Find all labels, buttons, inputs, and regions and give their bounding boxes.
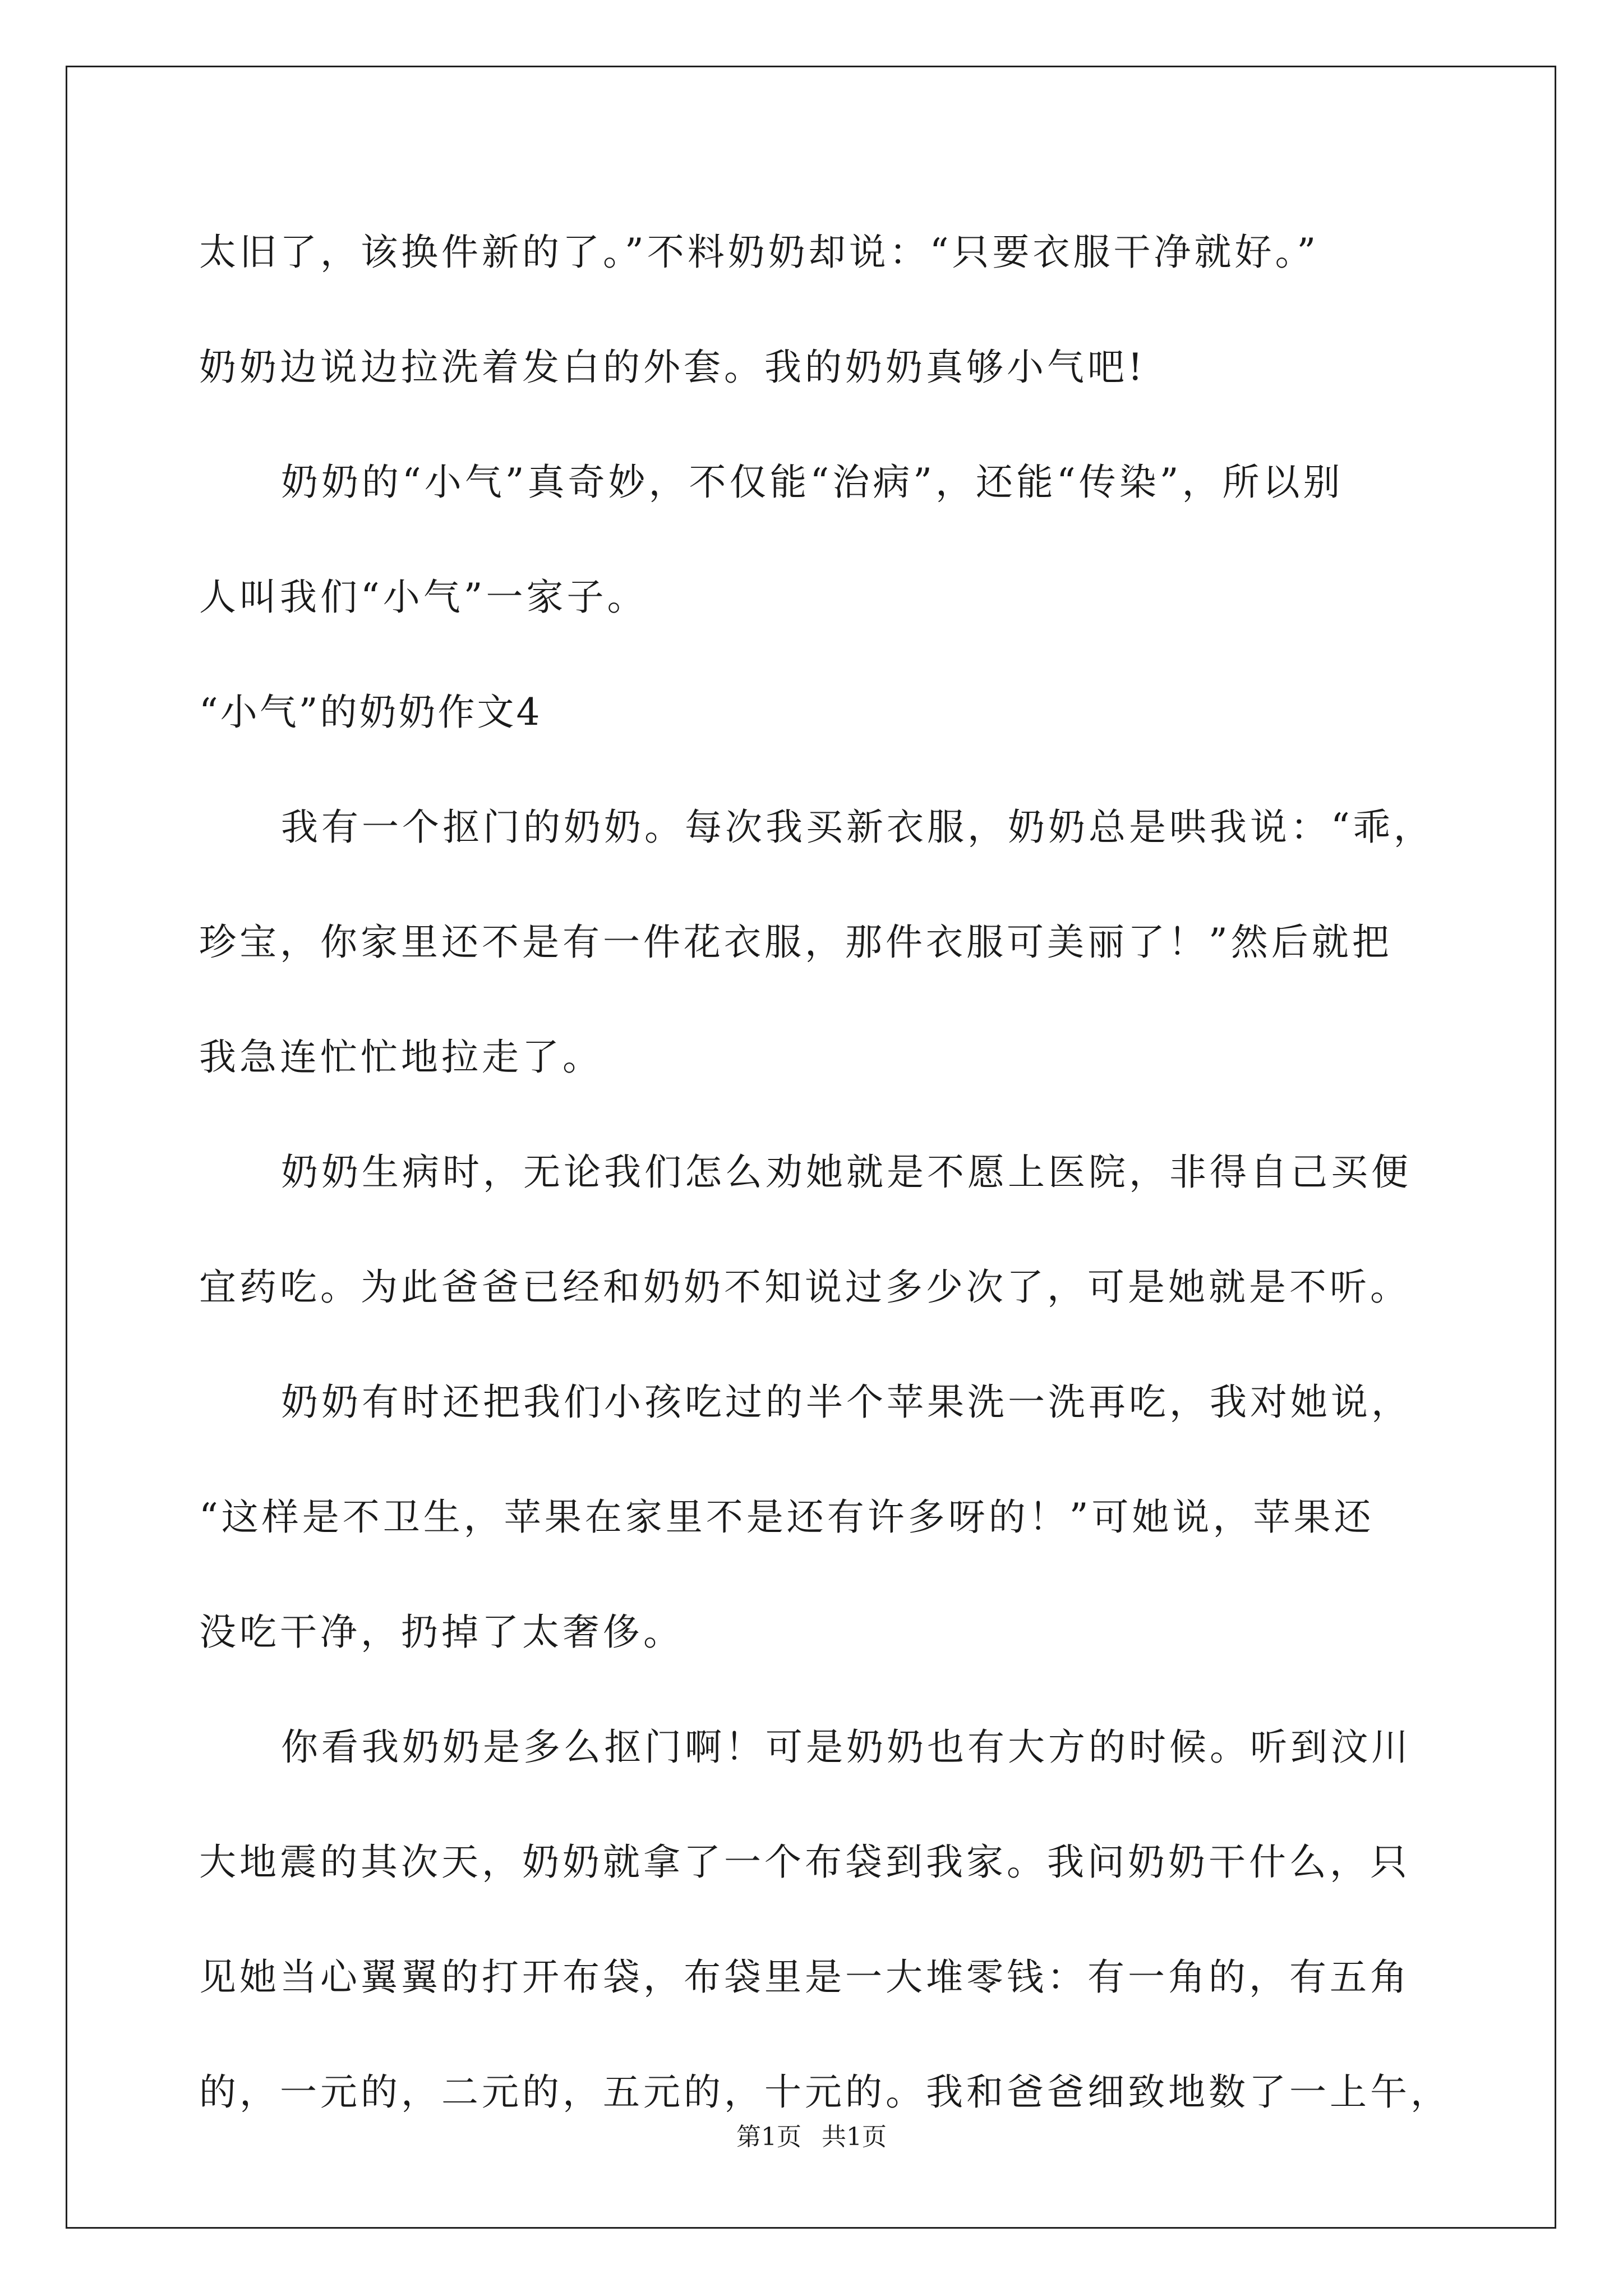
text-line: “这样是不卫生，苹果在家里不是还有许多呀的！”可她说，苹果还: [199, 1496, 1375, 1539]
paragraph-start-line: 奶奶有时还把我们小孩吃过的半个苹果洗一洗再吃，我对她说，: [281, 1381, 1412, 1424]
text-line: 的，一元的，二元的，五元的，十元的。我和爸爸细致地数了一上午，: [199, 2070, 1451, 2114]
paragraph-start-line: 奶奶生病时，无论我们怎么劝她就是不愿上医院，非得自己买便: [281, 1151, 1412, 1194]
page-total: 共1页: [822, 2123, 887, 2151]
paragraph-start-line: 奶奶的“小气”真奇妙，不仅能“治病”，还能“传染”，所以别: [281, 461, 1344, 504]
text-line: 宜药吃。为此爸爸已经和奶奶不知说过多少次了，可是她就是不听。: [199, 1266, 1410, 1309]
text-line: 大地震的其次天，奶奶就拿了一个布袋到我家。我问奶奶干什么，只: [199, 1841, 1410, 1884]
paragraph-start-line: 你看我奶奶是多么抠门啊！可是奶奶也有大方的时候。听到汶川: [281, 1726, 1412, 1769]
text-line: 没吃干净，扔掉了太奢侈。: [199, 1611, 684, 1654]
page-footer: [0, 2120, 1623, 2154]
document-body: [199, 219, 1451, 2174]
text-line: 人叫我们“小气”一家子。: [199, 576, 648, 619]
text-line: 太旧了，该换件新的了。”不料奶奶却说：“只要衣服干净就好。”: [199, 231, 1320, 274]
paragraph-start-line: 我有一个抠门的奶奶。每次我买新衣服，奶奶总是哄我说：“乖，: [281, 806, 1434, 849]
text-line: 见她当心翼翼的打开布袋，布袋里是一大堆零钱：有一角的，有五角: [199, 1955, 1410, 1999]
text-line: 奶奶边说边拉洗着发白的外套。我的奶奶真够小气吧!: [199, 346, 1146, 389]
text-line: 我急连忙忙地拉走了。: [199, 1036, 603, 1079]
page-number: 第1页: [736, 2123, 801, 2151]
section-heading: “小气”的奶奶作文4: [199, 691, 542, 734]
text-line: 珍宝，你家里还不是有一件花衣服，那件衣服可美丽了！”然后就把: [199, 921, 1393, 964]
